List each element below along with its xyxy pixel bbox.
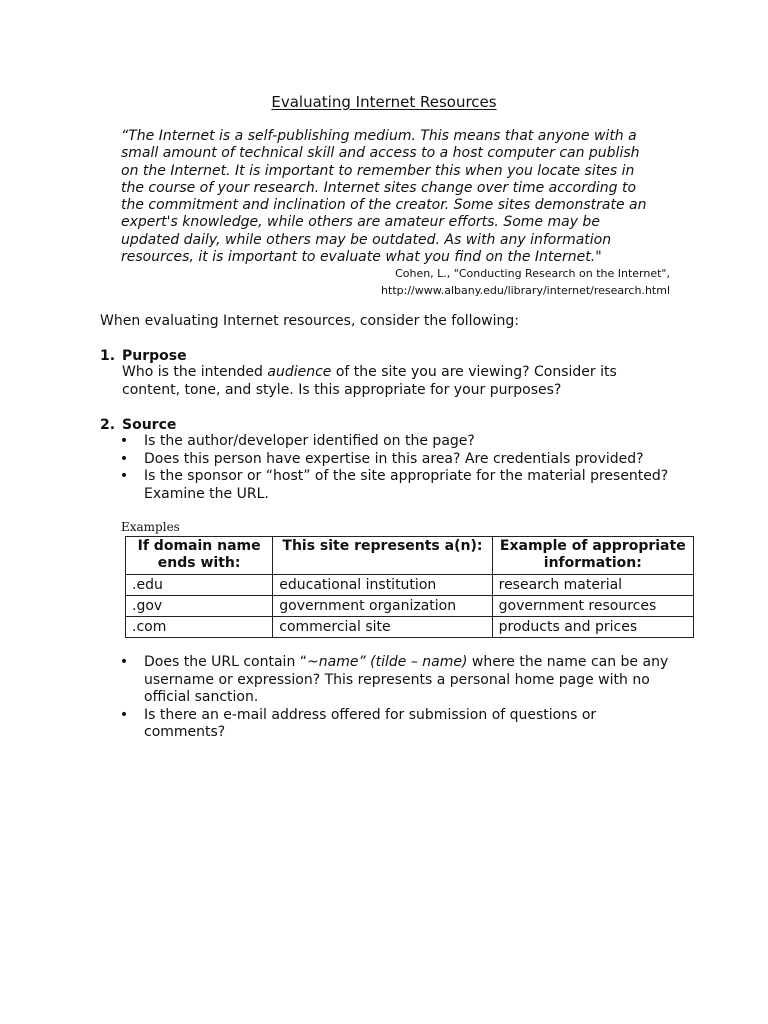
list-item <box>119 468 679 503</box>
purpose-text: Who is the intended <box>122 364 268 380</box>
source-bullet-list <box>119 433 679 503</box>
page-title: Evaluating Internet Resources <box>271 93 497 111</box>
table-cell: government resources <box>492 596 693 617</box>
domain-examples-table <box>125 536 694 638</box>
purpose-text: of the site you are viewing? Consider its <box>331 364 617 380</box>
bullet-text-part: Does the URL contain “ <box>144 654 308 670</box>
section-number: 1. <box>100 348 116 364</box>
quote-line: updated daily, while others may be outdated. As with any information <box>121 231 612 248</box>
list-item <box>119 707 679 742</box>
purpose-body <box>122 364 617 399</box>
quote-line: expert's knowledge, while others are amateur efforts. Some may be <box>121 214 600 231</box>
header-line: ends with: <box>157 555 241 571</box>
column-header-domain <box>126 537 273 575</box>
purpose-line <box>122 364 617 382</box>
column-header-represents <box>273 537 492 575</box>
table-cell: commercial site <box>273 617 492 638</box>
quote-line: small amount of technical skill and access to a host computer can publish <box>121 145 640 162</box>
table-cell: government organization <box>273 596 492 617</box>
bullet-text: official sanction. <box>144 689 259 705</box>
table-cell: products and prices <box>492 617 693 638</box>
bullet-icon: • <box>119 450 129 467</box>
table-row <box>126 617 694 638</box>
bullet-text: Is the author/developer identified on the page? <box>144 433 475 449</box>
header-line: information: <box>543 555 642 571</box>
quote-citation <box>0 266 670 299</box>
table-cell: research material <box>492 575 693 596</box>
examples-label: Examples <box>121 520 180 534</box>
bullet-text <box>144 654 679 672</box>
table-cell: .com <box>126 617 273 638</box>
quote-line: “The Internet is a self-publishing medium. This means that anyone with a <box>121 128 637 144</box>
tilde-emphasis: ~name” (tilde – name) <box>307 654 468 670</box>
header-line: This site represents a(n): <box>282 538 483 554</box>
list-item <box>119 433 679 451</box>
bullet-text: username or expression? This represents a personal home page with no <box>144 671 650 688</box>
quote-line: resources, it is important to evaluate what you find on the Internet." <box>121 249 602 266</box>
header-line: If domain name <box>137 538 261 554</box>
intro-text: When evaluating Internet resources, consider the following: <box>100 313 519 329</box>
list-item <box>119 451 679 469</box>
bullet-text: Does this person have expertise in this area? Are credentials provided? <box>144 450 644 467</box>
quote-line: the commitment and inclination of the creator. Some sites demonstrate an <box>121 197 647 214</box>
table-header-row <box>126 537 694 575</box>
section-number: 2. <box>100 417 116 433</box>
header-line: Example of appropriate <box>499 538 686 554</box>
audience-emphasis: audience <box>267 364 332 380</box>
section-title-source: Source <box>122 417 177 433</box>
opening-quote <box>121 128 651 266</box>
purpose-line: content, tone, and style. Is this appropriate for your purposes? <box>122 381 562 398</box>
bullet-text: Is the sponsor or “host” of the site appropriate for the material presented? <box>144 468 669 484</box>
table-row <box>126 596 694 617</box>
list-item <box>119 654 679 707</box>
bullet-icon: • <box>119 468 129 484</box>
bullet-text-part: where the name can be any <box>467 654 669 670</box>
table-cell: .edu <box>126 575 273 596</box>
citation-author: Cohen, L., "Conducting Research on the Internet", <box>395 267 670 280</box>
quote-line: on the Internet. It is important to remember this when you locate sites in <box>121 162 635 179</box>
bullet-text: comments? <box>144 724 226 740</box>
table-cell: educational institution <box>273 575 492 596</box>
bullet-icon: • <box>119 706 129 723</box>
quote-line: the course of your research. Internet sites change over time according to <box>121 179 637 196</box>
table-cell: .gov <box>126 596 273 617</box>
bullet-icon: • <box>119 433 129 449</box>
column-header-example <box>492 537 693 575</box>
bullet-text: Examine the URL. <box>144 485 269 502</box>
bullet-text: Is there an e-mail address offered for submission of questions or <box>144 706 597 723</box>
table-row <box>126 575 694 596</box>
section-title-purpose: Purpose <box>122 348 187 364</box>
url-bullet-list <box>119 654 679 742</box>
bullet-icon: • <box>119 654 129 670</box>
citation-url: http://www.albany.edu/library/internet/research.html <box>381 283 670 297</box>
